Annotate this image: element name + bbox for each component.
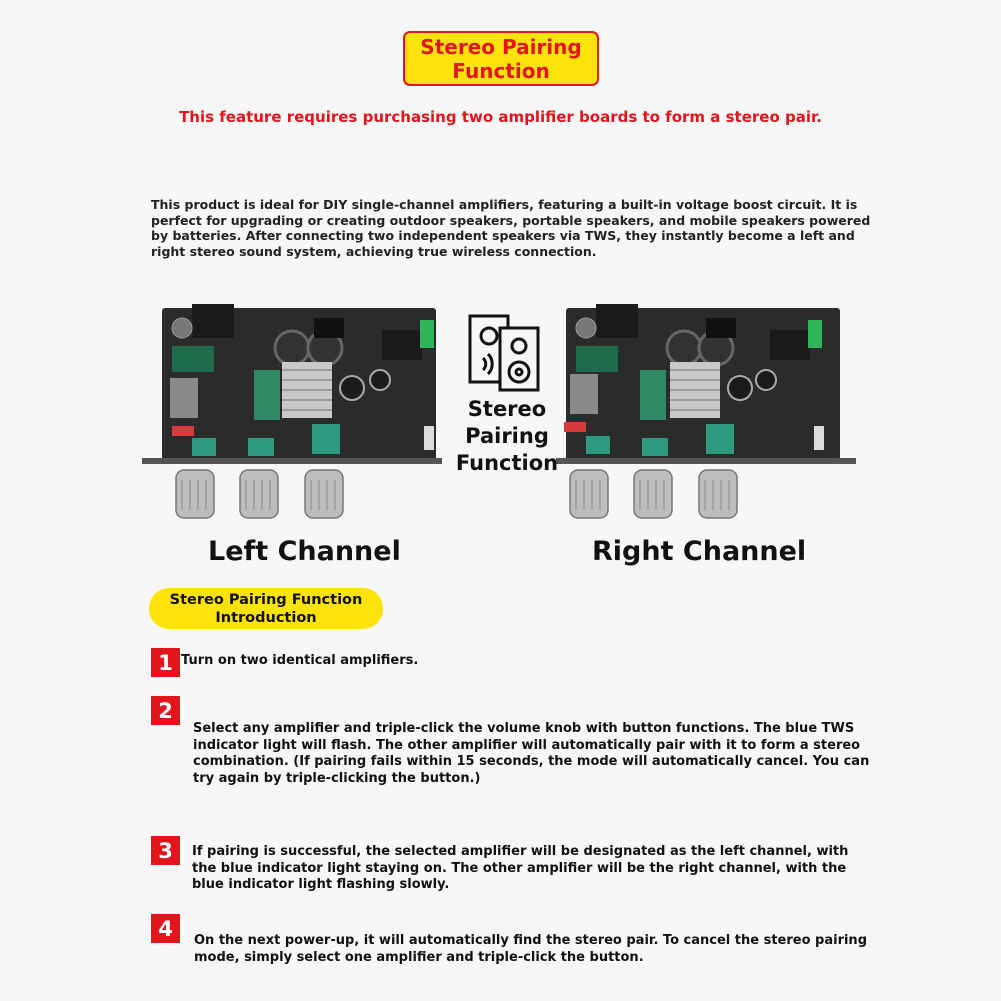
purchase-notice: This feature requires purchasing two amplifier boards to form a stereo pair. — [179, 108, 822, 126]
left-amplifier-board-image — [142, 300, 442, 522]
right-amplifier-board-image — [556, 300, 856, 522]
step-number-1: 1 — [151, 648, 180, 677]
step-number-3: 3 — [151, 836, 180, 865]
step-text-1: Turn on two identical amplifiers. — [181, 653, 419, 668]
right-channel-label: Right Channel — [592, 536, 807, 567]
step-number-2: 2 — [151, 696, 180, 725]
step-number-4: 4 — [151, 914, 180, 943]
left-channel-label: Left Channel — [208, 536, 401, 567]
step-text-2: Select any amplifier and triple-click the volume knob with button functions. The blue TWS indicator light will flash. The other amplifier will automatically pair with it to form a stereo combination. (If pairing fails within 15 seconds, the mode will automatically cancel. You can try again by triple-clicking the button.) — [193, 721, 870, 786]
step-text-3: If pairing is successful, the selected amplifier will be designated as the left channel, with the blue indicator light staying on. The other amplifier will be the right channel, with the blue indicator light flashing slowly. — [192, 844, 849, 892]
stereo-speakers-icon — [466, 312, 544, 394]
step-text-4: On the next power-up, it will automatically find the stereo pair. To cancel the stereo pairing mode, simply select one amplifier and triple-click the button. — [194, 933, 867, 965]
page-title: Stereo Pairing Function — [403, 31, 599, 86]
stereo-pairing-label: Stereo Pairing Function — [455, 397, 559, 475]
section-heading: Stereo Pairing Function Introduction — [149, 588, 383, 629]
product-intro: This product is ideal for DIY single-channel amplifiers, featuring a built-in voltage boost circuit. It is perfect for upgrading or creating outdoor speakers, portable speakers, and mobile speakers powered by batteries. After connecting two independent speakers via TWS, they instantly become a left and right stereo sound system, achieving true wireless connection. — [151, 197, 871, 259]
